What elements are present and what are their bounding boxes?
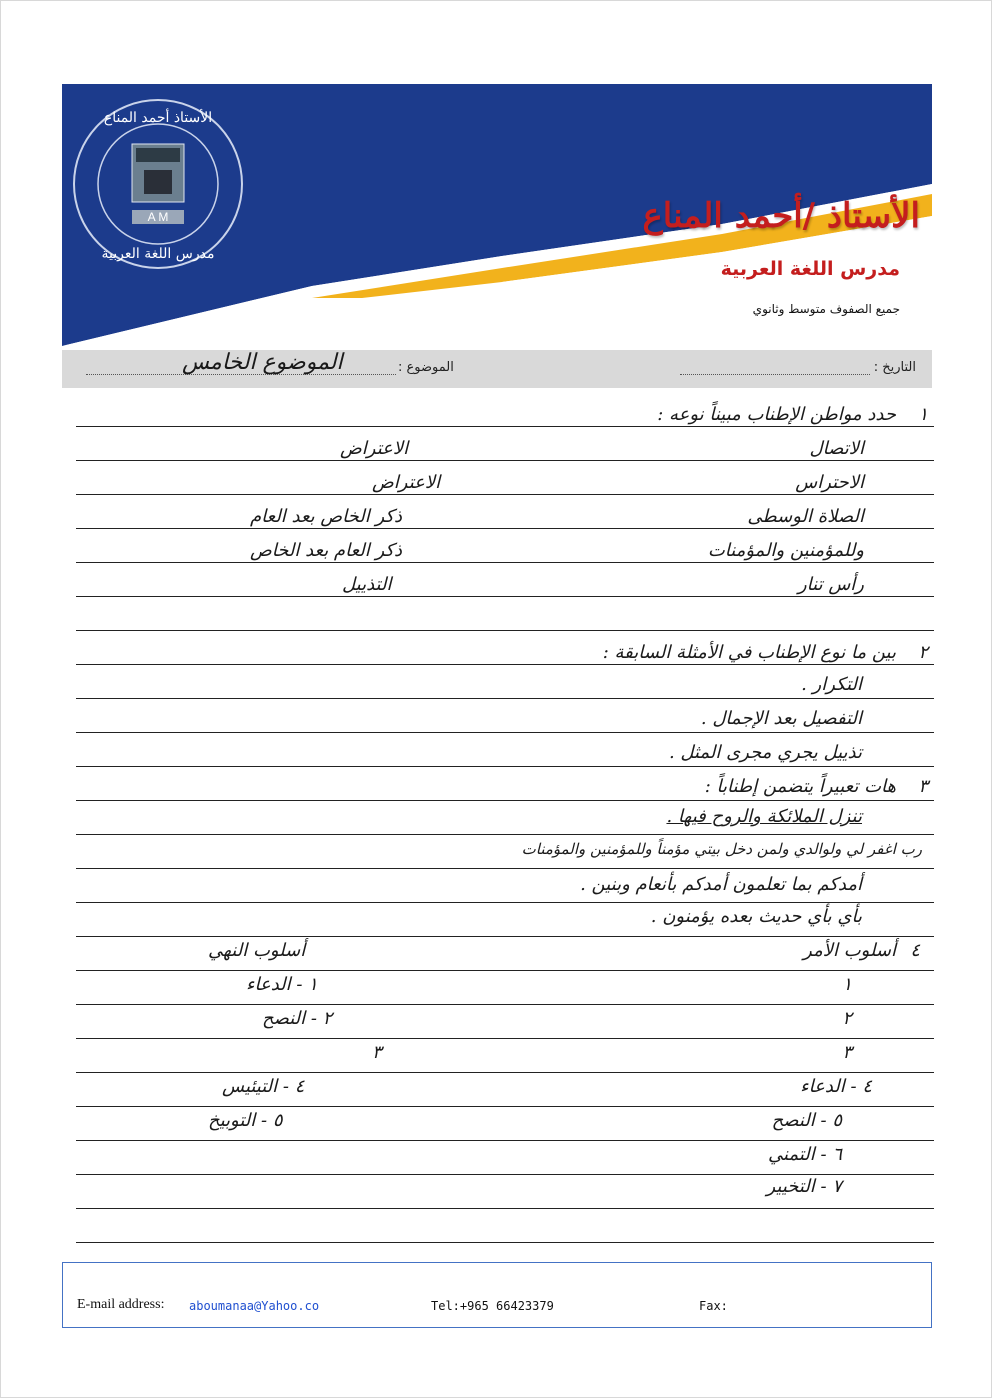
q4-right-item: ١: [842, 974, 852, 995]
question-2-heading: بين ما نوع الإطناب في الأمثلة السابقة :: [602, 642, 896, 663]
q1-item-5-left: التذييل: [342, 574, 392, 595]
q2-item: تذييل يجري مجرى المثل .: [668, 742, 862, 763]
question-1-heading: حدد مواطن الإطناب مبيناً نوعه :: [657, 404, 896, 425]
ruled-line: [76, 1242, 934, 1243]
ruled-line: [76, 1038, 934, 1039]
teacher-seal-logo: [70, 96, 246, 272]
email-label: E-mail address:: [77, 1297, 165, 1312]
ruled-line: [76, 494, 934, 495]
ruled-line: [76, 766, 934, 767]
q4-left-item: ١ - الدعاء: [246, 974, 318, 995]
ruled-line: [76, 664, 934, 665]
q1-item-1-right: الاتصال: [809, 438, 864, 459]
svg-text:مدرس اللغة العربية: مدرس اللغة العربية: [101, 246, 215, 262]
question-1-number: ١: [918, 404, 928, 425]
q4-left-item: ٢ - النصح: [262, 1008, 333, 1029]
q1-item-5-right: رأس تنار: [797, 574, 864, 595]
grades-note: جميع الصفوف متوسط وثانوي: [752, 302, 900, 316]
ruled-line: [76, 834, 934, 835]
ruled-line: [76, 426, 934, 427]
ruled-line: [76, 528, 934, 529]
q1-item-4-left: ذكر العام بعد الخاص: [250, 540, 402, 561]
teacher-subject-subtitle: مدرس اللغة العربية: [720, 258, 900, 280]
q1-item-3-left: ذكر الخاص بعد العام: [250, 506, 402, 527]
q4-right-item: ٦ - التمني: [768, 1144, 842, 1165]
q4-left-item: ٣: [372, 1042, 382, 1063]
ruled-line: [76, 800, 934, 801]
q2-item: التفصيل بعد الإجمال .: [700, 708, 862, 729]
ruled-line: [76, 630, 934, 631]
q3-item: رب اغفر لي ولوالدي ولمن دخل بيتي مؤمناً وللمؤمنين والمؤمنات: [521, 840, 922, 858]
q3-item: أمدكم بما تعلمون أمدكم بأنعام وبنين .: [580, 874, 862, 895]
ruled-line: [76, 902, 934, 903]
q3-item: بأي بأي حديث بعده يؤمنون .: [650, 906, 862, 927]
ruled-line: [76, 562, 934, 563]
q1-item-2-right: الاحتراس: [795, 472, 864, 493]
svg-text:A M: A M: [147, 210, 169, 224]
ruled-line: [76, 936, 934, 937]
fax: Fax:: [699, 1299, 728, 1313]
q4-right-item: ٧ - التخيير: [766, 1176, 842, 1197]
svg-text:الأستاذ أحمد المناع: الأستاذ أحمد المناع: [103, 110, 213, 126]
q4-left-item: ٤ - التيئيس: [222, 1076, 305, 1097]
q3-item: تنزل الملائكة والروح فيها .: [666, 806, 862, 827]
q4-right-item: ٣: [842, 1042, 852, 1063]
q1-item-2-left: الاعتراض: [372, 472, 441, 493]
ruled-line: [76, 1174, 934, 1175]
q1-item-1-left: الاعتراض: [340, 438, 409, 459]
q4-left-item: ٥ - التوبيخ: [208, 1110, 283, 1131]
ruled-line: [76, 1072, 934, 1073]
q1-item-3-right: الصلاة الوسطى: [747, 506, 864, 527]
ruled-line: [76, 1106, 934, 1107]
date-field-line: [680, 360, 870, 375]
subject-label: الموضوع :: [398, 360, 454, 375]
contact-footer: [62, 1262, 932, 1328]
ruled-line: [76, 460, 934, 461]
telephone: Tel:+965 66423379: [431, 1299, 554, 1313]
ruled-line: [76, 1208, 934, 1209]
q4-right-heading: أسلوب الأمر: [803, 940, 896, 961]
q2-item: التكرار .: [801, 674, 862, 695]
ruled-line: [76, 1140, 934, 1141]
ruled-line: [76, 970, 934, 971]
ruled-line: [76, 596, 934, 597]
subject-value-handwritten: الموضوع الخامس: [182, 350, 343, 375]
ruled-line: [76, 698, 934, 699]
q4-right-item: ٥ - النصح: [771, 1110, 842, 1131]
question-3-number: ٣: [918, 776, 928, 797]
date-label: التاريخ :: [873, 360, 916, 375]
q4-right-item: ٤ - الدعاء: [800, 1076, 872, 1097]
email-address: aboumanaa@Yahoo.co: [189, 1299, 320, 1313]
q1-item-4-right: وللمؤمنين والمؤمنات: [707, 540, 864, 561]
date-subject-strip: [62, 350, 932, 388]
q4-left-heading: أسلوب النهي: [208, 940, 306, 961]
question-2-number: ٢: [918, 642, 928, 663]
ruled-line: [76, 1004, 934, 1005]
ruled-line: [76, 732, 934, 733]
question-4-number: ٤: [910, 940, 920, 961]
ruled-line: [76, 868, 934, 869]
teacher-name-title: الأستاذ /أحمد المناع: [642, 196, 920, 236]
q4-right-item: ٢: [842, 1008, 852, 1029]
question-3-heading: هات تعبيراً يتضمن إطناباً :: [704, 776, 896, 797]
